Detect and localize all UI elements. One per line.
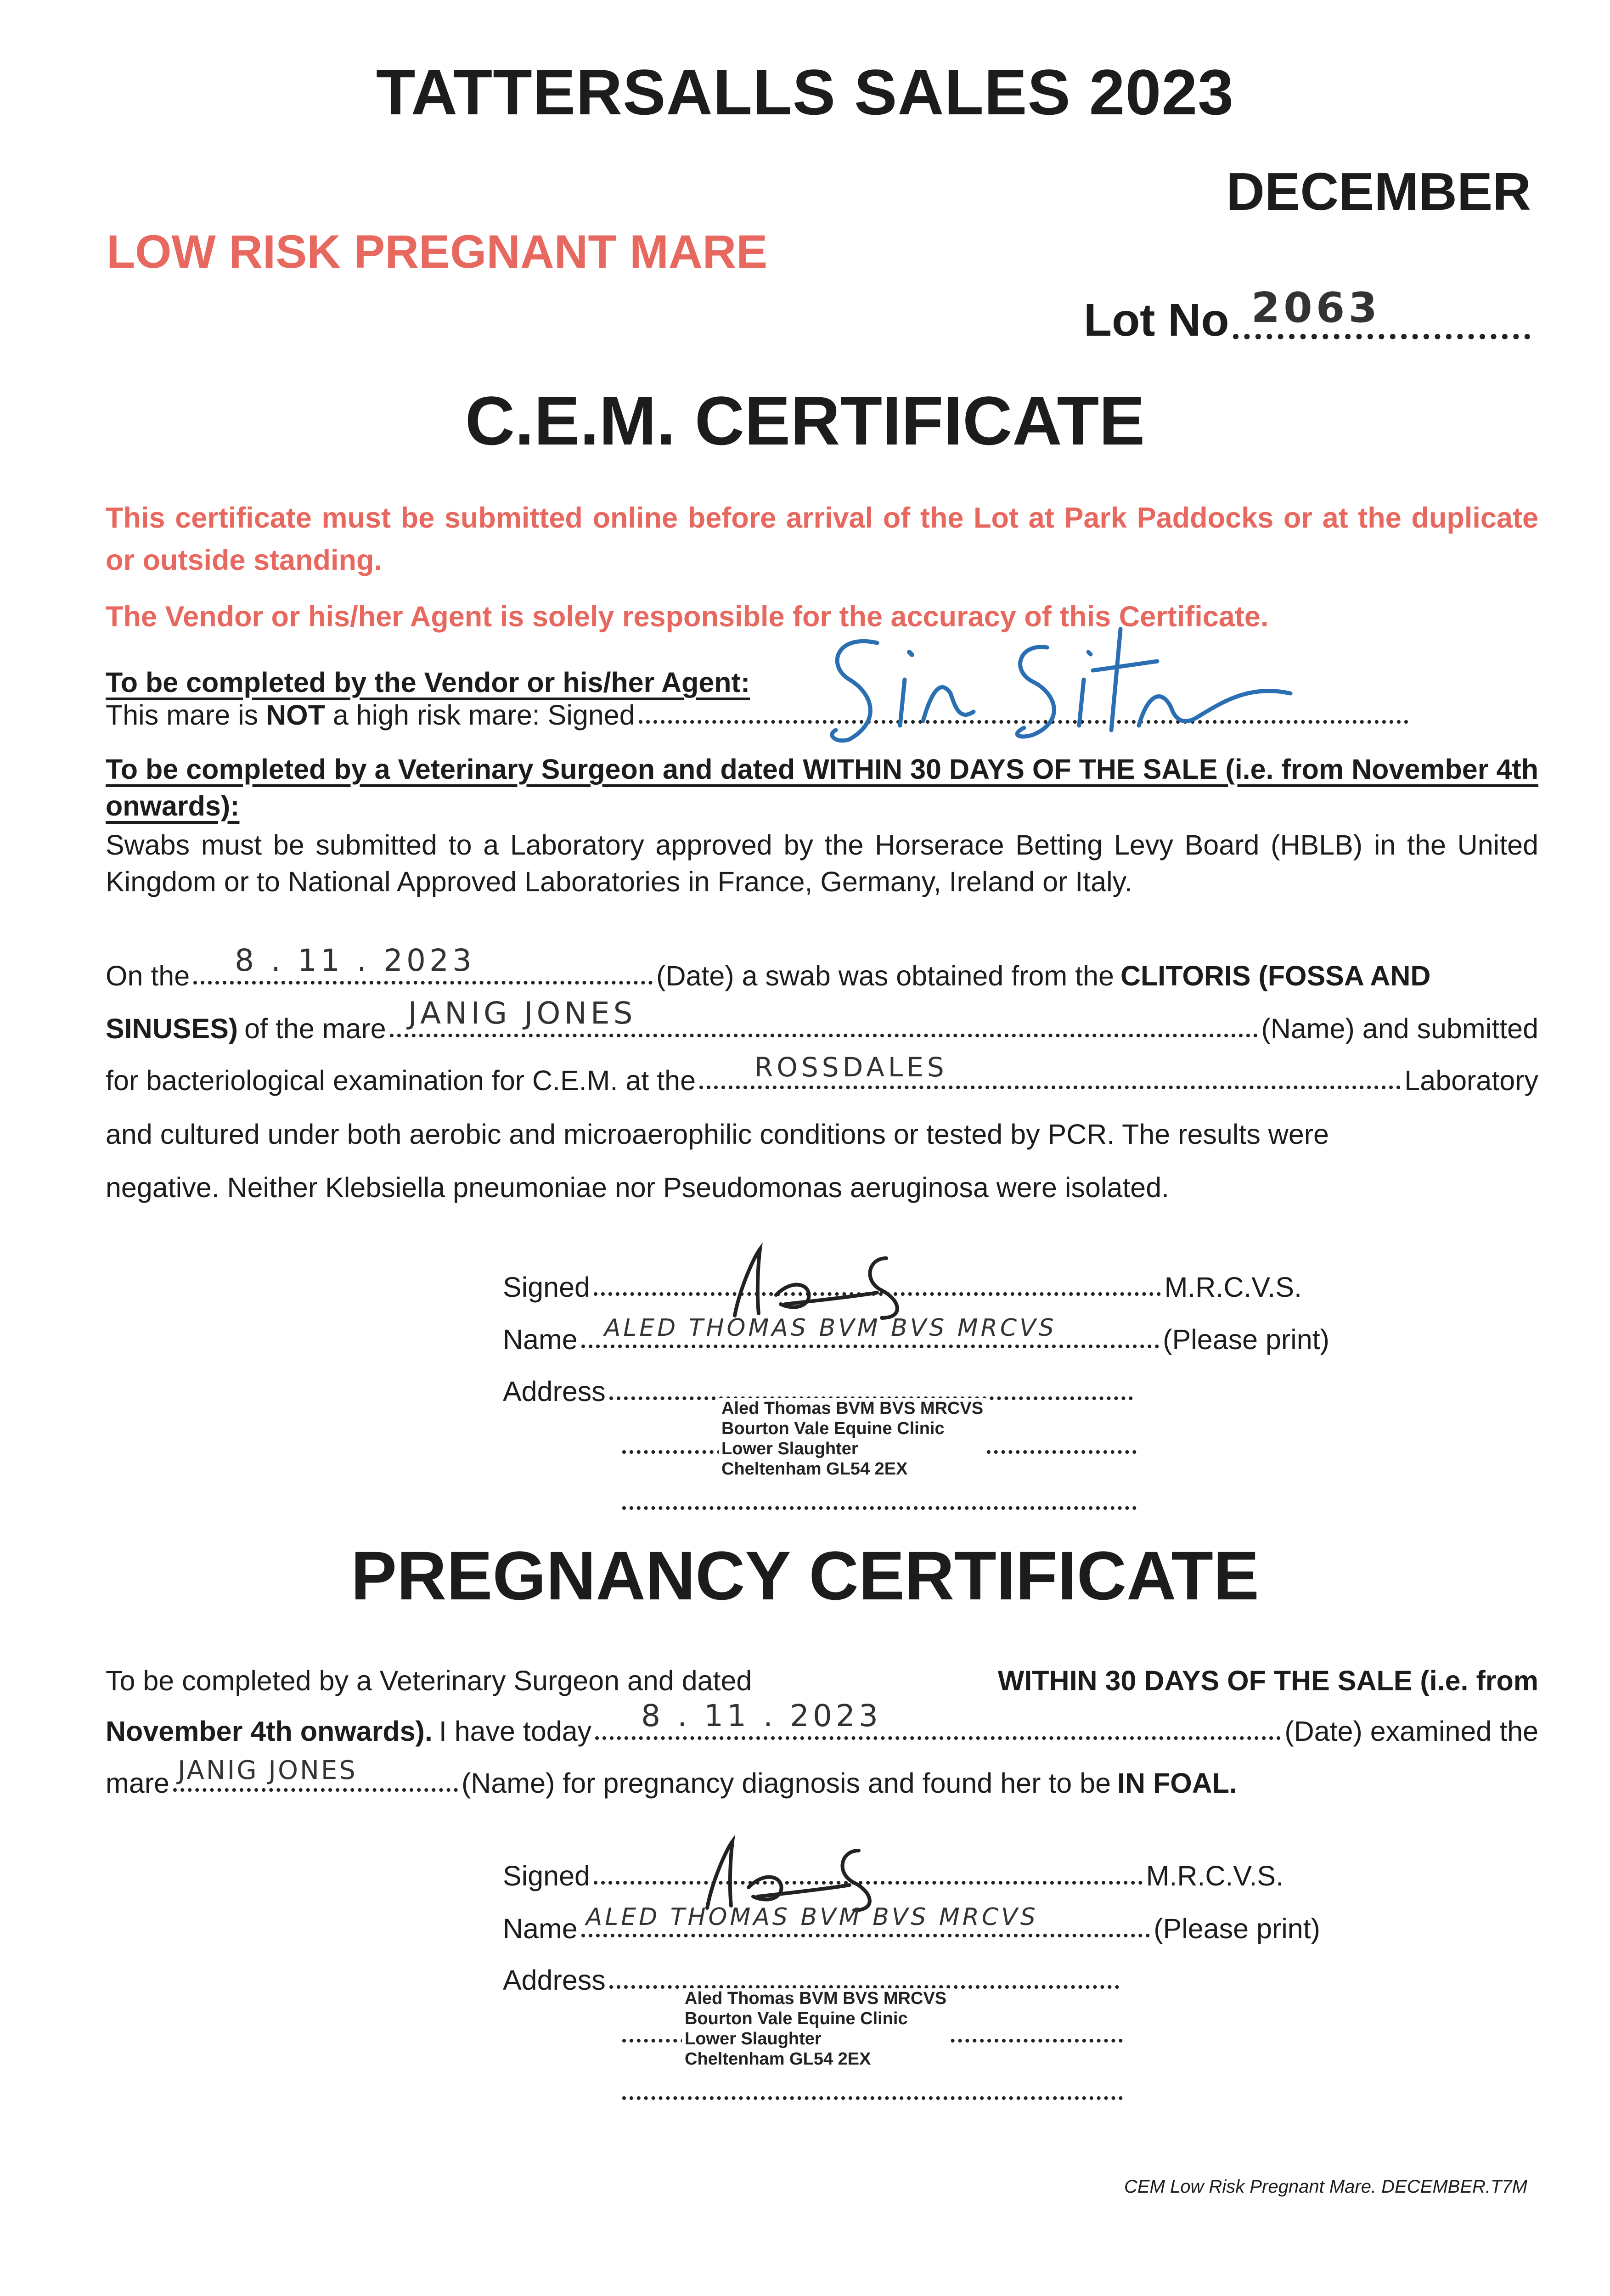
pregnancy-vet-name-line: Name ALED THOMAS BVM BVS MRCVS (Please print) xyxy=(503,1903,1320,1944)
pregnancy-vet-signature-icon xyxy=(698,1832,918,1915)
lot-number-field xyxy=(1084,284,1534,347)
swab-requirements: Swabs must be submitted to a Laboratory approved by the Horserace Betting Levy Board (HBLB) in the United Kingdom or to National Approved Laboratories in France, Germany, Ireland or Italy. xyxy=(106,829,1538,897)
pregnancy-intro-line: To be completed by a Veterinary Surgeon and dated WITHIN 30 DAYS OF THE SALE (i.e. from xyxy=(106,1665,1538,1696)
vet-section-heading: To be completed by a Veterinary Surgeon and dated WITHIN 30 DAYS OF THE SALE (i.e. from November 4th onwards): xyxy=(106,754,1538,822)
mare-name-line: SINUSES) of the mare JANIG JONES (Name) and submitted xyxy=(106,996,1538,1044)
pregnancy-vet-name-value: ALED THOMAS BVM BVS MRCVS xyxy=(585,1903,1038,1931)
culture-statement: and cultured under both aerobic and microaerophilic conditions or tested by PCR. The results were xyxy=(106,1119,1329,1150)
pregnancy-date-value: 8 . 11 . 2023 xyxy=(641,1698,882,1733)
responsibility-notice: The Vendor or his/her Agent is solely responsible for the accuracy of this Certificate. xyxy=(106,601,1269,633)
pregnancy-vet-address-line-1: Address xyxy=(503,1964,1123,1996)
cem-vet-name-value: ALED THOMAS BVM BVS MRCVS xyxy=(604,1314,1057,1342)
swab-date-line: On the 8 . 11 . 2023 (Date) a swab was obtained from the CLITORIS (FOSSA AND xyxy=(106,943,1431,991)
pregnancy-mare-line: mare JANIG JONES (Name) for pregnancy diagnosis and found her to be IN FOAL. xyxy=(106,1756,1237,1799)
laboratory-line: for bacteriological examination for C.E.M. at the ROSSDALES Laboratory xyxy=(106,1052,1538,1096)
cem-vet-address-line-3 xyxy=(622,1506,1137,1510)
pregnancy-vet-address-line-3 xyxy=(622,2096,1123,2100)
negative-result-statement: negative. Neither Klebsiella pneumoniae nor Pseudomonas aeruginosa were isolated. xyxy=(106,1172,1170,1203)
pregnancy-mare-name-value: JANIG JONES xyxy=(177,1756,357,1785)
pregnancy-certificate-title: PREGNANCY CERTIFICATE xyxy=(351,1537,1259,1614)
swab-date-value: 8 . 11 . 2023 xyxy=(235,943,475,978)
vendor-section-heading: To be completed by the Vendor or his/her Agent: xyxy=(106,667,750,698)
form-code-footer: CEM Low Risk Pregnant Mare. DECEMBER.T7M xyxy=(1124,2177,1527,2197)
cem-mare-name-value: JANIG JONES xyxy=(408,996,636,1031)
cem-vet-signed-line: Signed M.R.C.V.S. xyxy=(503,1272,1302,1303)
laboratory-name-value: ROSSDALES xyxy=(754,1052,948,1083)
cem-vet-address-line-1: Address xyxy=(503,1375,1137,1407)
pregnancy-date-line: November 4th onwards). I have today 8 . 11 . 2023 (Date) examined the xyxy=(106,1698,1538,1747)
vendor-signature-icon xyxy=(808,602,1313,758)
sale-month: DECEMBER xyxy=(1226,162,1531,221)
lot-number-value: 2063 xyxy=(1251,284,1381,332)
vendor-statement: This mare is NOT a high risk mare: Signed xyxy=(106,699,635,731)
pregnancy-practice-stamp: Aled Thomas BVM BVS MRCVS Bourton Vale Equine Clinic Lower Slaughter Cheltenham GL54 2EX xyxy=(682,1988,949,2069)
cem-practice-stamp: Aled Thomas BVM BVS MRCVS Bourton Vale Equine Clinic Lower Slaughter Cheltenham GL54 2EX xyxy=(719,1398,986,1479)
submission-notice: This certificate must be submitted online before arrival of the Lot at Park Paddocks or at the duplicate or outside standing. xyxy=(106,502,1538,576)
cem-vet-signature-icon xyxy=(726,1240,955,1322)
cem-certificate-title: C.E.M. CERTIFICATE xyxy=(465,382,1145,459)
mare-category: LOW RISK PREGNANT MARE xyxy=(107,225,768,278)
pregnancy-vet-signed-line: Signed M.R.C.V.S. xyxy=(503,1860,1283,1891)
lot-label: Lot No xyxy=(1084,294,1229,346)
document-title: TATTERSALLS SALES 2023 xyxy=(376,56,1234,128)
cem-vet-name-line: Name ALED THOMAS BVM BVS MRCVS (Please print) xyxy=(503,1314,1329,1355)
